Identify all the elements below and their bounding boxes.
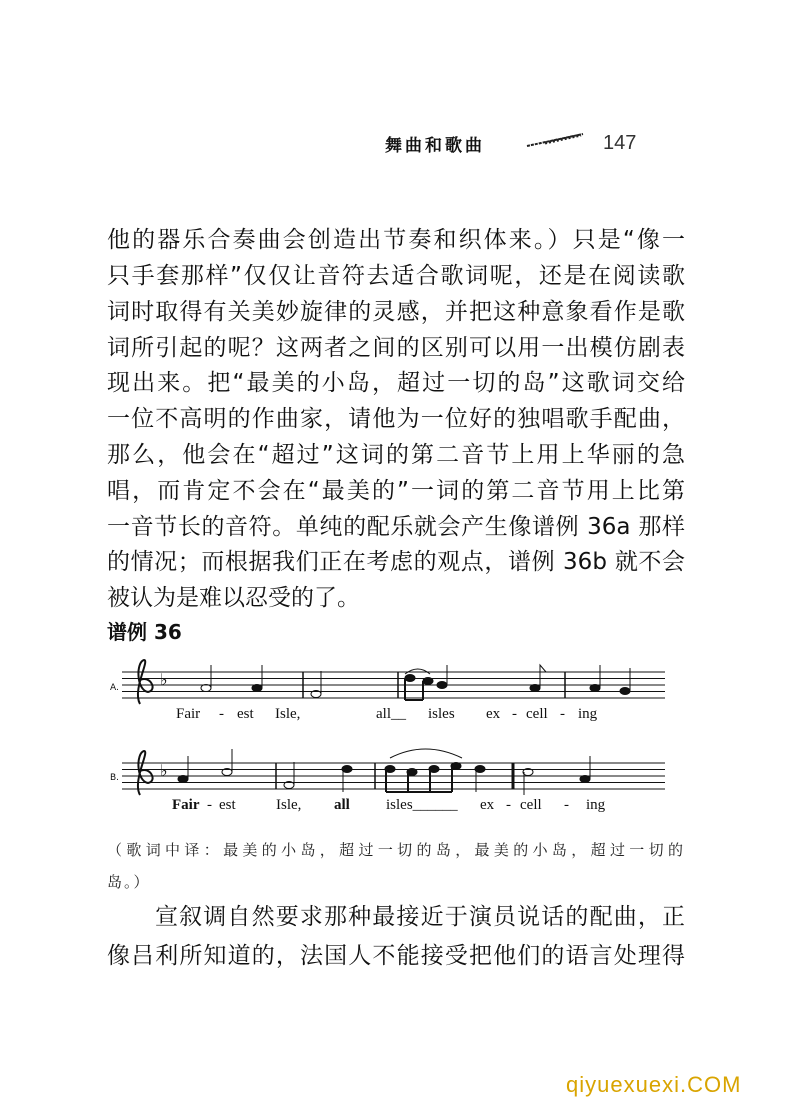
running-title: 舞曲和歌曲: [385, 136, 485, 156]
lyric-syllable: ex: [486, 706, 501, 722]
text-line: 现出来。把“最美的小岛，超过一切的岛”这歌词交给: [107, 370, 685, 396]
text-line: 词所引起的呢？这两者之间的区别可以用一出模仿剧表: [107, 335, 685, 361]
lyric-syllable: -: [512, 706, 517, 722]
svg-text:♭: ♭: [160, 670, 168, 689]
staff-a: [122, 660, 665, 704]
text-line: 的情况；而根据我们正在考虑的观点，谱例 36b 就不会: [107, 549, 685, 575]
lyric-syllable: ex: [480, 797, 495, 813]
staff-b: [122, 749, 665, 795]
lyric-syllable: Isle,: [275, 706, 301, 722]
lyric-syllable: -: [506, 797, 511, 813]
text-line: 一位不高明的作曲家，请他为一位好的独唱歌手配曲，: [107, 406, 685, 432]
lyric-syllable: all: [334, 797, 350, 813]
svg-text:♭: ♭: [160, 761, 168, 780]
text-line: 那么，他会在“超过”这词的第二音节上用上华丽的急: [107, 442, 685, 468]
lyric-syllable: all__: [376, 706, 406, 722]
lyric-syllable: isles: [428, 706, 455, 722]
text-line: 词时取得有关美妙旋律的灵感，并把这种意象看作是歌: [107, 299, 685, 325]
caption-line: （歌词中译：最美的小岛，超过一切的岛，最美的小岛，超过一切的: [107, 841, 685, 859]
lyric-syllable: isles______: [386, 797, 458, 813]
lyric-syllable: -: [560, 706, 565, 722]
text-line: 宣叙调自然要求那种最接近于演员说话的配曲，正: [155, 904, 685, 930]
lyric-syllable: Fair: [176, 706, 201, 722]
lyric-syllable: -: [219, 706, 224, 722]
page-number: 147: [603, 132, 637, 154]
lyric-syllable: -: [564, 797, 569, 813]
lyric-syllable: ing: [578, 706, 598, 722]
text-line: 像吕利所知道的，法国人不能接受把他们的语言处理得: [107, 943, 685, 969]
lyric-syllable: cell: [520, 797, 542, 813]
lyric-syllable: Isle,: [276, 797, 302, 813]
watermark: qiyuexuexi.COM: [566, 1072, 742, 1097]
caption-line: 岛。）: [107, 873, 151, 891]
lyric-syllable: ing: [586, 797, 606, 813]
staff-b-label: B.: [110, 773, 120, 783]
lyric-syllable: Fair: [172, 797, 200, 813]
lyric-syllable: est: [237, 706, 254, 722]
lyric-syllable: est: [219, 797, 236, 813]
text-line: 一音节长的音符。单纯的配乐就会产生像谱例 36a 那样: [107, 514, 685, 540]
text-line: 只手套那样”仅仅让音符去适合歌词呢，还是在阅读歌: [107, 263, 685, 289]
example-heading: 谱例 36: [107, 620, 182, 644]
lyric-syllable: cell: [526, 706, 548, 722]
text-line: 唱，而肯定不会在“最美的”一词的第二音节用上比第: [107, 478, 685, 504]
text-line: 被认为是难以忍受的了。: [107, 585, 360, 611]
lyric-syllable: -: [207, 797, 212, 813]
staff-a-label: A.: [110, 683, 119, 693]
text-line: 他的器乐合奏曲会创造出节奏和织体来。）只是“像一: [107, 227, 685, 253]
